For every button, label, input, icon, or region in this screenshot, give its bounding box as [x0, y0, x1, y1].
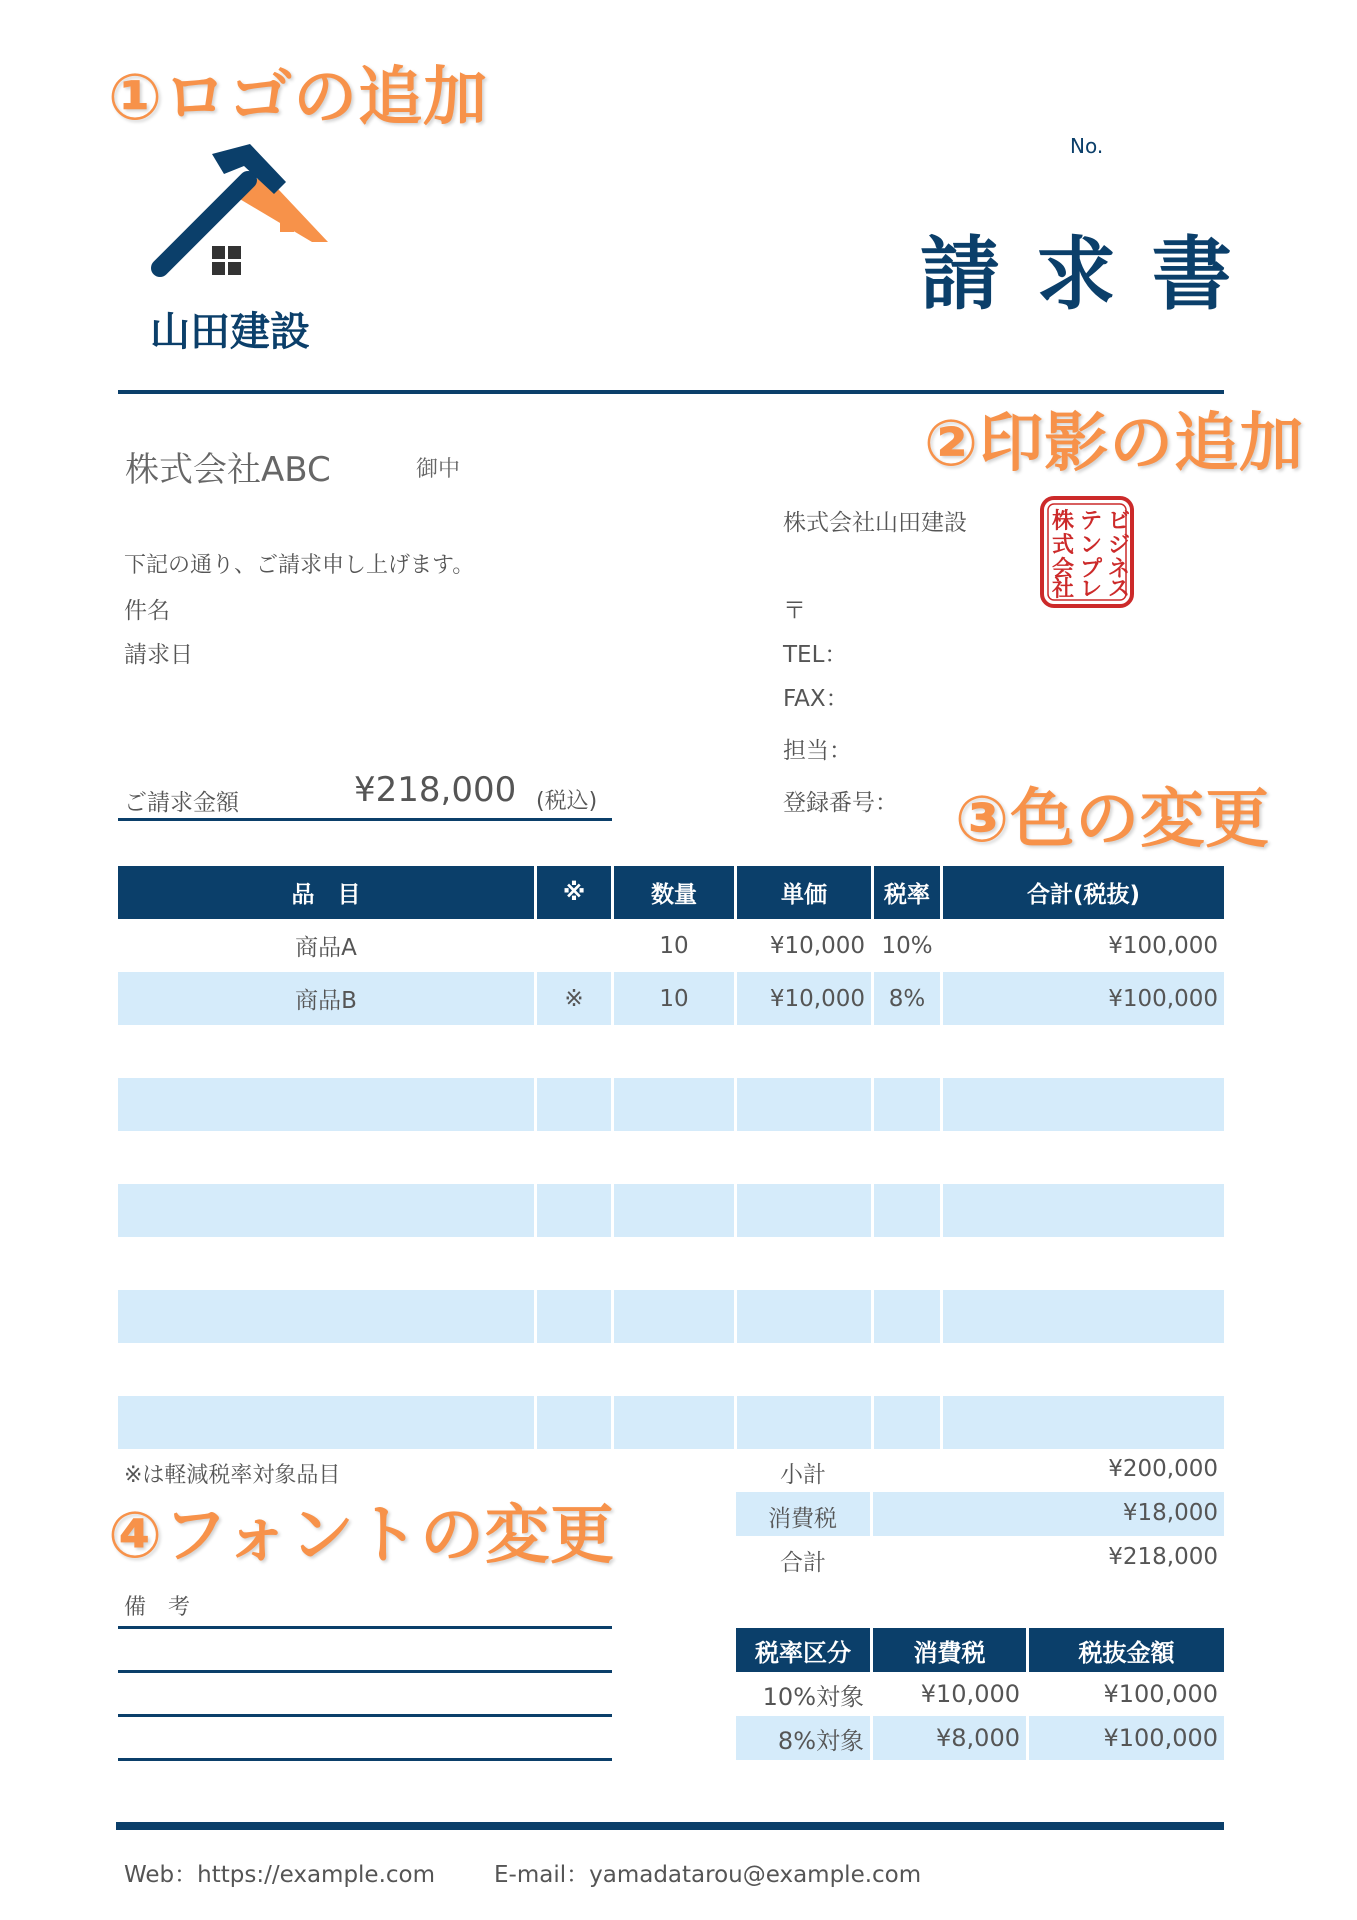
footer-divider [116, 1822, 1224, 1830]
footer-email: E-mail：yamadatarou@example.com [494, 1862, 922, 1888]
issuer-postal: 〒 [783, 598, 806, 624]
issuer-registration: 登録番号： [783, 790, 898, 816]
remarks-line [118, 1714, 612, 1717]
amount-underline [118, 818, 612, 821]
annotation-stamp: ②印影の追加 [924, 407, 1305, 481]
table-row-empty [118, 1078, 1224, 1131]
svg-text:ジ: ジ [1108, 533, 1131, 558]
issuer-tel: TEL： [783, 642, 848, 668]
summary-block [736, 1448, 1224, 1580]
cell-mark: ※ [537, 972, 611, 1025]
date-label: 請求日 [124, 642, 193, 668]
svg-text:プ: プ [1080, 557, 1103, 582]
svg-text:ビ: ビ [1108, 509, 1131, 534]
cell-qty: 10 [614, 972, 734, 1025]
cell-total: ¥100,000 [1108, 932, 1218, 959]
table-row-empty [118, 1396, 1224, 1449]
table-row [118, 972, 1224, 1025]
amount-value: ¥218,000 [354, 770, 517, 810]
cell-item: 商品A [295, 935, 357, 961]
tax-cell-category: 8%対象 [736, 1716, 870, 1760]
cell-rate: 8% [874, 972, 940, 1025]
cell-mark [537, 919, 611, 972]
subtotal-value: ¥200,000 [1108, 1456, 1218, 1482]
tax-header-net: 税抜金額 [1029, 1628, 1224, 1672]
header-mark: ※ [537, 866, 611, 919]
tax-header-category: 税率区分 [736, 1628, 870, 1672]
header-rate: 税率 [874, 866, 940, 919]
table-row-empty [118, 1184, 1224, 1237]
items-table [118, 866, 1224, 1448]
subject-label: 件名 [124, 598, 170, 624]
svg-text:社: 社 [1052, 577, 1075, 602]
table-row [736, 1672, 1224, 1716]
svg-text:式: 式 [1052, 533, 1075, 558]
remarks-line [118, 1758, 612, 1761]
svg-text:レ: レ [1080, 577, 1103, 602]
amount-label: ご請求金額 [124, 790, 239, 816]
tax-value: ¥18,000 [1122, 1500, 1218, 1526]
company-seal-stamp [1040, 496, 1134, 608]
table-row-empty [118, 1343, 1224, 1396]
tax-label: 消費税 [768, 1506, 837, 1532]
tax-cell-category: 10%対象 [762, 1682, 864, 1711]
cell-qty: 10 [659, 932, 689, 959]
subtotal-label: 小計 [780, 1462, 826, 1488]
tax-breakdown-table [736, 1628, 1224, 1760]
cell-price: ¥10,000 [737, 972, 871, 1025]
recipient-name: 株式会社ABC [125, 450, 331, 490]
footnote: ※は軽減税率対象品目 [124, 1463, 341, 1488]
items-table-header [118, 866, 1224, 919]
table-row [118, 919, 1224, 972]
svg-text:ネ: ネ [1108, 557, 1131, 582]
tax-cell-net: ¥100,000 [1029, 1716, 1224, 1760]
header-price: 単価 [737, 866, 871, 919]
svg-text:テ: テ [1080, 509, 1103, 534]
annotation-color: ③色の変更 [955, 783, 1271, 857]
svg-text:ス: ス [1108, 577, 1131, 602]
tax-cell-tax: ¥8,000 [873, 1716, 1026, 1760]
tax-cell-net: ¥100,000 [1103, 1680, 1218, 1708]
cell-item: 商品B [118, 972, 534, 1025]
issuer-name: 株式会社山田建設 [783, 510, 967, 536]
svg-text:株: 株 [1052, 509, 1075, 534]
issuer-fax: FAX： [783, 686, 849, 712]
table-row-empty [118, 1131, 1224, 1184]
footer-web: Web：https://example.com [124, 1862, 436, 1888]
cell-total: ¥100,000 [943, 972, 1224, 1025]
cell-rate: 10% [881, 932, 933, 959]
invoice-number-label: No. [1070, 134, 1104, 158]
total-value: ¥218,000 [1108, 1544, 1218, 1570]
table-row-empty [118, 1025, 1224, 1078]
annotation-logo: ①ロゴの追加 [108, 61, 489, 135]
house-hammer-icon [138, 140, 338, 290]
table-row [736, 1716, 1224, 1760]
header-total: 合計(税抜) [943, 866, 1224, 919]
cell-price: ¥10,000 [769, 932, 865, 959]
recipient-suffix: 御中 [416, 457, 461, 482]
svg-text:ン: ン [1080, 533, 1103, 558]
header-item: 品 目 [118, 866, 534, 919]
company-logo [138, 140, 338, 355]
remarks-line [118, 1670, 612, 1673]
tax-header-tax: 消費税 [873, 1628, 1026, 1672]
page-title: 請 求 書 [920, 228, 1236, 321]
header-divider [118, 390, 1224, 394]
issuer-contact: 担当： [783, 738, 852, 764]
header-qty: 数量 [614, 866, 734, 919]
intro-text: 下記の通り、ご請求申し上げます。 [124, 553, 475, 578]
table-row-empty [118, 1290, 1224, 1343]
remarks-line [118, 1626, 612, 1629]
remarks-label: 備 考 [124, 1595, 191, 1620]
annotation-font: ④フォントの変更 [108, 1499, 615, 1573]
svg-text:会: 会 [1052, 557, 1075, 582]
table-row-empty [118, 1237, 1224, 1290]
tax-cell-tax: ¥10,000 [920, 1680, 1020, 1708]
amount-tax-note: (税込) [536, 789, 598, 814]
logo-company-name: 山田建設 [150, 309, 310, 355]
total-label: 合計 [780, 1550, 826, 1576]
